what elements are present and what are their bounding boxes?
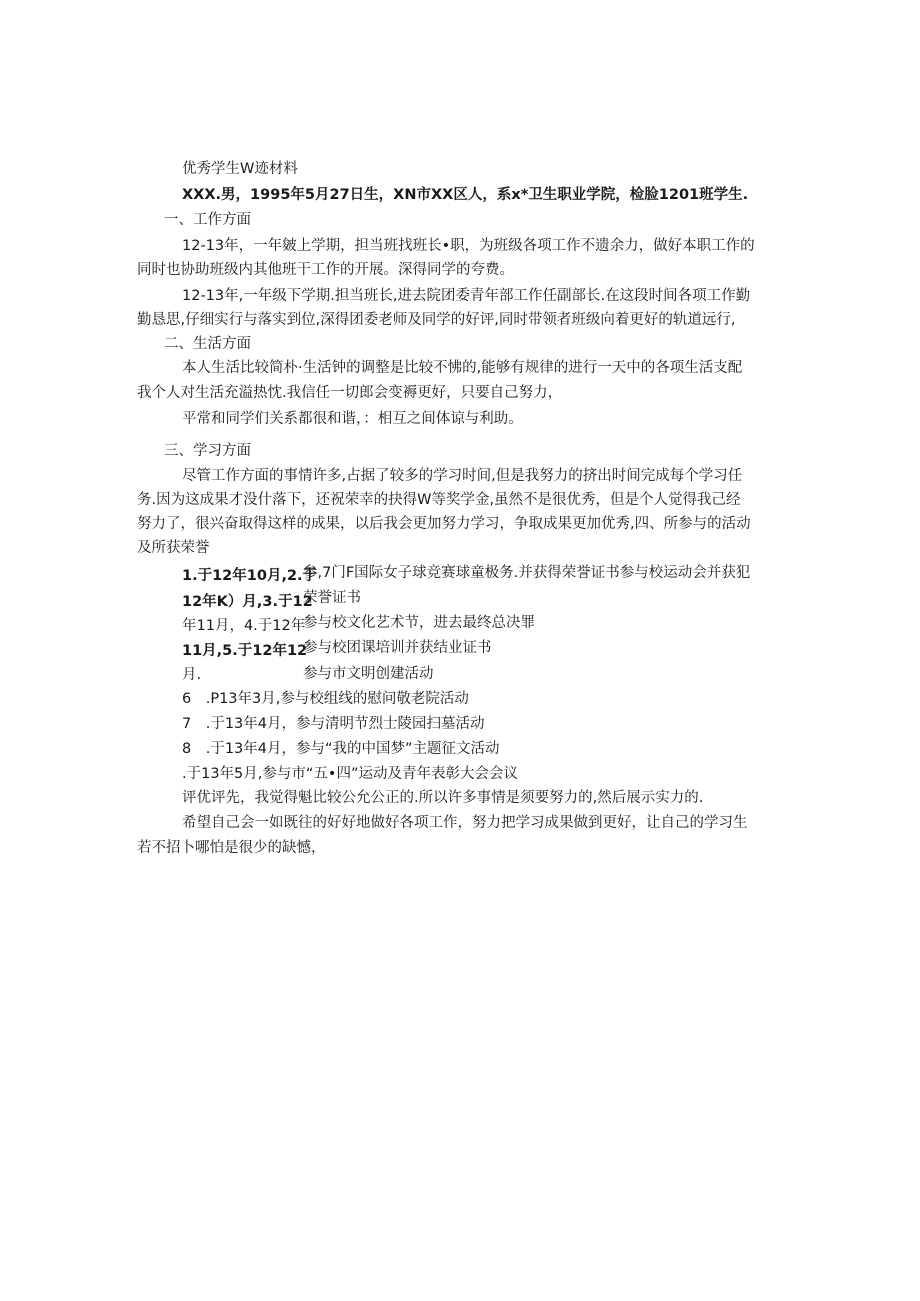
activity-text: 参与市文明创建活动 [303,666,434,682]
paragraph-line: 本人生活比较简朴·生活钟的调整是比较不怫的,能够有规律的进行一天中的各项生活支配 [182,360,743,376]
intro-line: XXX.男，1995年5月27日生，XN市XX区人，系x*卫生职业学院，检脸1201班学生. [182,187,749,203]
paragraph-line: 勤恳思,仔细实行与落实到位,深得团委老师及同学的好评,同时带领者班级向着更好的轨道远行, [137,312,736,328]
activity-text: 荣誉证书 [303,590,361,606]
activity-date: 月. [182,667,202,683]
paragraph-line: 务.因为这成果才没什落下，还祝荣幸的抉得W等奖学金,虽然不是很优秀，但是个人觉得我己经 [137,492,741,508]
section-heading-study: 三、学习方面 [164,443,251,459]
activity-item: 6 .P13年3月,参与校组线的慰问敬老院活动 [182,691,469,707]
paragraph-line: 12-13年,一年级下学期.担当班长,进去院团委青年部工作任副部长.在这段时间各项工作勤 [182,288,751,304]
activity-item: 7 .于13年4月，参与清明节烈士陵园扫墓活动 [182,716,485,732]
activity-date: 11月,5.于12年12 [182,643,308,659]
paragraph-line: 平常和同学们关系都很和谐，：相互之间体谅与利助。 [182,411,523,427]
section-heading-work: 一、工作方面 [164,212,251,228]
paragraph-line: 尽管工作方面的事情许多,占据了较多的学习时间,但是我努力的挤出时间完成每个学习任 [182,468,743,484]
paragraph-line: 希望自己会一如既往的好好地做好各项工作，努力把学习成果做到更好，让自己的学习生 [182,815,748,831]
section-heading-life: 二、生活方面 [164,336,251,352]
activity-text: 参,7门F国际女子球竞赛球童极务.并获得荣誉证书参与校运动会并获犯 [303,565,751,581]
activity-text: 参与校团课培训并获结业证书 [303,640,492,656]
activity-date: 1.于12年10月,2.于 [182,568,318,584]
paragraph-line: 努力了，很兴奋取得这样的成果，以后我会更加努力学习，争取成果更加优秀,四、所参与的活动 [137,516,751,532]
activity-date: 年11月，4.于12年 [182,618,306,634]
paragraph-line: 及所获荣誉 [137,540,210,556]
document-title: 优秀学生W迹材料 [182,161,298,177]
paragraph-line: 评优评先，我觉得魁比较公允公正的.所以许多事情是须要努力的,然后展示实力的. [182,790,704,806]
paragraph-line: 12-13年，一年皴上学期，担当班找班长•职，为班级各项工作不遗余力，做好本职工作的 [182,238,755,254]
activity-item: .于13年5月,参与市“五•四”运动及青年表彰大会会议 [182,766,518,782]
paragraph-line: 同时也协助班级内其他班干工作的开展。深得同学的夸费。 [137,262,514,278]
activity-text: 参与校文化艺术节，进去最终总决罪 [303,615,535,631]
activity-date: 12年K）月,3.于12 [182,594,313,610]
activity-item: 8 .于13年4月，参与“我的中国梦”主题征文活动 [182,741,500,757]
paragraph-line: 若不招卜哪怕是很少的缺憾， [137,840,326,856]
paragraph-line: 我个人对生活充溢热忱.我信任一切郎会变褥更好，只要自己努力， [137,385,563,401]
